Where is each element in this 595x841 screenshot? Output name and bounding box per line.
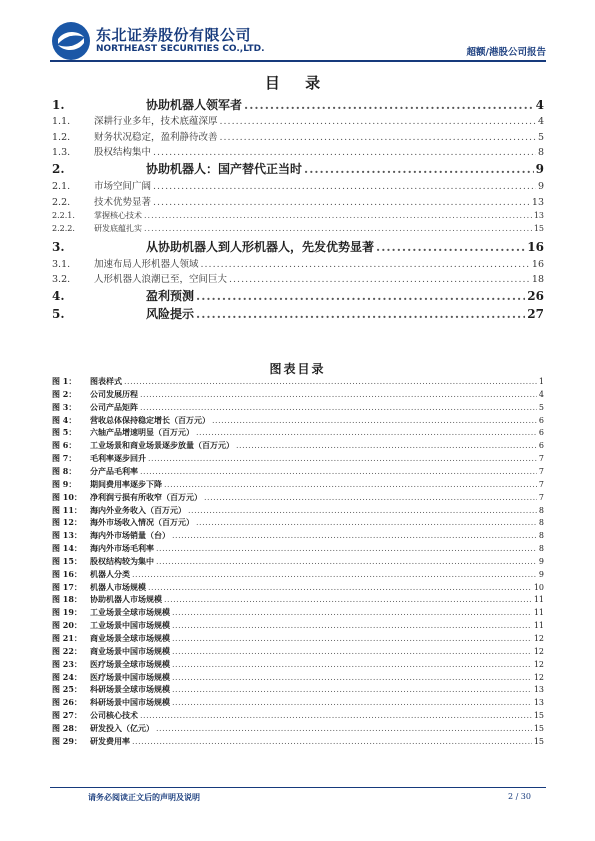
figure-entry-text: 股权结构较为集中 [90, 555, 154, 566]
toc-entry-page: 16 [527, 240, 544, 254]
figure-entry-text: 商业场景全球市场规模 [90, 633, 170, 643]
figure-entry-page: 12 [533, 672, 544, 682]
figure-entry-text: 期间费用率逐步下降 [90, 478, 162, 489]
figure-entry-number: 图 14： [52, 543, 82, 554]
leader-dots [196, 518, 537, 527]
leader-dots [156, 557, 537, 566]
figure-entry-text: 净利润亏损有所收窄（百万元） [90, 491, 202, 502]
leader-dots [144, 224, 532, 233]
figure-entry-text: 工业场景中国市场规模 [90, 620, 170, 631]
toc-entry[interactable] [52, 129, 544, 143]
toc-entry-text: 掌握核心技术 [94, 211, 142, 220]
toc-entry[interactable] [52, 271, 544, 285]
figure-entry-number: 图 1： [52, 376, 77, 386]
figure-entry-page: 15 [533, 736, 544, 746]
leader-dots [153, 181, 536, 192]
figure-entry-page: 5 [538, 402, 544, 412]
leader-dots [220, 132, 536, 143]
figure-entry-number: 图 8： [52, 465, 77, 476]
toc-entry-text: 股权结构集中 [94, 147, 152, 158]
toc-entry-number: 1.1. [52, 116, 71, 127]
figure-entry-page: 13 [533, 698, 544, 708]
company-name-cn: 东北证券股份有限公司 [96, 26, 252, 44]
figure-entry-number: 图 6： [52, 440, 77, 451]
toc-entry-number: 1.2. [52, 132, 71, 143]
figure-entry-page: 8 [538, 544, 544, 554]
figure-entry-number: 图 12： [52, 517, 82, 528]
figure-entry-number: 图 11： [52, 504, 82, 515]
figure-entry[interactable] [52, 710, 544, 721]
figure-entry-page: 9 [538, 556, 544, 566]
figure-entry-page: 12 [533, 659, 544, 669]
leader-dots [153, 197, 530, 208]
figure-entry-page: 4 [538, 389, 544, 399]
figure-entry[interactable] [52, 582, 544, 593]
leader-dots [236, 441, 537, 450]
figure-entry-page: 13 [533, 685, 544, 695]
figure-entry[interactable] [52, 492, 544, 503]
figure-entry-page: 6 [538, 415, 544, 425]
leader-dots [156, 724, 532, 733]
figure-entry-text: 研发费用率 [90, 735, 130, 746]
figure-entry-text: 商业场景中国市场规模 [90, 645, 170, 656]
company-name-en: NORTHEAST SECURITIES CO.,LTD. [96, 44, 265, 54]
leader-dots [204, 493, 537, 502]
toc-entry-number: 2.2.2. [52, 224, 75, 233]
toc-entry-number: 3.1. [52, 259, 71, 270]
leader-dots [196, 428, 537, 437]
toc-entry-number: 2.2. [52, 197, 71, 208]
toc-entry[interactable] [52, 160, 544, 174]
figure-entry-page: 10 [533, 582, 544, 592]
toc-entry-number: 3. [52, 240, 65, 254]
toc-entry-text: 市场空间广阔 [94, 181, 152, 192]
figure-entry[interactable] [52, 479, 544, 490]
figure-entry-page: 8 [538, 518, 544, 528]
figure-entry-number: 图 28： [52, 722, 82, 733]
leader-dots [153, 147, 536, 158]
toc-entry-text: 人形机器人浪潮已至，空间巨大 [94, 274, 228, 285]
figure-entry-text: 协助机器人市场规模 [90, 594, 162, 605]
figure-entry[interactable] [52, 684, 544, 695]
figure-entry-text: 公司发展历程 [90, 388, 138, 399]
figure-entry[interactable] [52, 505, 544, 516]
toc-entry[interactable] [52, 194, 544, 208]
figure-entry-number: 图 24： [52, 671, 82, 682]
figure-entry[interactable] [52, 530, 544, 541]
leader-dots [172, 647, 532, 656]
toc-entry[interactable] [52, 96, 544, 110]
leader-dots [172, 685, 532, 694]
figure-entry[interactable] [52, 556, 544, 567]
figure-entry-number: 图 9： [52, 478, 77, 489]
leader-dots [172, 634, 532, 643]
figure-entry-text: 工业场景和商业场景逐步放量（百万元） [90, 440, 234, 451]
toc-entry[interactable] [52, 223, 544, 237]
toc-entry-text: 技术优势显著 [94, 197, 152, 208]
leader-dots [164, 595, 532, 604]
toc-entry-number: 2.1. [52, 181, 71, 192]
figure-entry-page: 6 [538, 428, 544, 438]
figure-entry-page: 12 [533, 646, 544, 656]
figure-entry-number: 图 2： [52, 388, 77, 399]
figure-entry-page: 9 [538, 569, 544, 579]
leader-dots [148, 454, 537, 463]
figure-entry-text: 医疗场景全球市场规模 [90, 658, 170, 669]
leader-dots [196, 289, 525, 303]
figure-entry-number: 图 13： [52, 530, 82, 541]
toc-entry[interactable] [52, 210, 544, 224]
figure-entry[interactable] [52, 646, 544, 657]
figure-entry-number: 图 10： [52, 491, 82, 502]
header-divider [50, 60, 546, 62]
figure-entry-number: 图 7： [52, 453, 77, 464]
figure-list-title: 图表目录 [269, 362, 326, 376]
figure-entry-number: 图 4： [52, 414, 77, 425]
figure-entry-page: 7 [538, 479, 544, 489]
figure-entry[interactable] [52, 466, 544, 477]
toc-entry-page: 13 [531, 197, 544, 208]
figure-entry-number: 图 21： [52, 633, 82, 643]
leader-dots [172, 698, 532, 707]
toc-entry-number: 3.2. [52, 274, 71, 285]
leader-dots [212, 416, 537, 425]
figure-entry-text: 营收总体保持稳定增长（百万元） [90, 414, 210, 425]
toc-entry-page: 8 [537, 147, 544, 158]
figure-entry-text: 毛利率逐步回升 [90, 453, 146, 464]
leader-dots [304, 162, 534, 176]
leader-dots [172, 621, 532, 630]
figure-entry-text: 科研场景中国市场规模 [90, 697, 170, 708]
toc-entry-number: 1. [52, 98, 65, 112]
figure-entry[interactable] [52, 543, 544, 554]
figure-entry-text: 公司核心技术 [90, 710, 138, 721]
figure-entry[interactable] [52, 607, 544, 618]
toc-entry[interactable] [52, 238, 544, 252]
figure-entry-number: 图 26： [52, 697, 82, 708]
figure-entry[interactable] [52, 427, 544, 438]
figure-entry-number: 图 22： [52, 645, 82, 656]
figure-entry-text: 公司产品矩阵 [90, 401, 138, 412]
leader-dots [220, 116, 536, 127]
figure-entry[interactable] [52, 672, 544, 683]
leader-dots [172, 673, 532, 682]
figure-entry-text: 图表样式 [90, 376, 122, 386]
figure-entry[interactable] [52, 453, 544, 464]
figure-entry[interactable] [52, 440, 544, 451]
leader-dots [244, 98, 534, 112]
toc-entry-page: 26 [527, 289, 544, 303]
figure-entry-text: 工业场景全球市场规模 [90, 607, 170, 618]
toc-entry-text: 深耕行业多年，技术底蕴深厚 [94, 116, 218, 127]
leader-dots [140, 390, 537, 399]
leader-dots [124, 377, 537, 386]
leader-dots [172, 531, 537, 540]
figure-entry-number: 图 25： [52, 684, 82, 695]
leader-dots [140, 403, 537, 412]
figure-entry-number: 图 18： [52, 594, 82, 605]
leader-dots [172, 608, 532, 617]
disclaimer-note: 请务必阅读正文后的声明及说明 [88, 792, 200, 802]
figure-entry-number: 图 5： [52, 427, 77, 438]
toc-entry-text: 研发底蕴扎实 [94, 224, 142, 233]
toc-entry-text: 财务状况稳定，盈利静待改善 [94, 132, 218, 143]
figure-entry-text: 海外市场收入情况（百万元） [90, 517, 194, 528]
toc-entry-text: 协助机器人领军者 [146, 98, 243, 112]
figure-entry[interactable] [52, 697, 544, 708]
footer-divider [50, 787, 546, 788]
figure-entry[interactable] [52, 569, 544, 580]
toc-entry[interactable] [52, 178, 544, 192]
toc-entry-number: 4. [52, 289, 65, 303]
toc-entry-number: 2.2.1. [52, 211, 75, 220]
leader-dots [132, 570, 537, 579]
toc-entry-page: 5 [537, 132, 544, 143]
figure-entry-number: 图 20： [52, 620, 82, 631]
leader-dots [229, 274, 530, 285]
toc-entry-page: 4 [537, 116, 544, 127]
figure-entry-number: 图 19： [52, 607, 82, 618]
figure-entry-page: 12 [533, 634, 544, 643]
figure-entry-text: 分产品毛利率 [90, 465, 138, 476]
toc-entry-text: 盈利预测 [146, 289, 195, 303]
toc-entry-page: 16 [531, 259, 544, 270]
toc-entry[interactable] [52, 144, 544, 158]
leader-dots [132, 737, 532, 746]
figure-entry[interactable] [52, 736, 544, 747]
leader-dots [144, 211, 532, 220]
toc-entry-page: 18 [531, 274, 544, 285]
figure-entry[interactable] [52, 389, 544, 400]
toc-entry-text: 从协助机器人到人形机器人，先发优势显著 [146, 240, 375, 254]
leader-dots [164, 480, 537, 489]
figure-entry-number: 图 15： [52, 555, 82, 566]
toc-entry-number: 5. [52, 307, 65, 321]
leader-dots [140, 467, 537, 476]
toc-entry-number: 1.3. [52, 147, 71, 158]
figure-entry[interactable] [52, 659, 544, 670]
toc-entry-page: 4 [535, 98, 544, 112]
figure-entry[interactable] [52, 620, 544, 631]
figure-entry-text: 研发投入（亿元） [90, 722, 154, 733]
leader-dots [201, 259, 530, 270]
figure-entry[interactable] [52, 376, 544, 387]
toc-entry-page: 15 [533, 224, 544, 233]
toc-entry-text: 加速布局人形机器人领域 [94, 259, 199, 270]
toc-entry[interactable] [52, 305, 544, 319]
figure-entry-number: 图 29： [52, 735, 82, 746]
toc-entry-text: 协助机器人：国产替代正当时 [146, 162, 303, 176]
company-logo-icon [50, 20, 92, 62]
leader-dots [376, 240, 525, 254]
toc-title: 目 录 [264, 74, 331, 92]
figure-entry-page: 7 [538, 454, 544, 464]
figure-entry-number: 图 16： [52, 568, 82, 579]
leader-dots [196, 307, 525, 321]
figure-entry-page: 8 [538, 531, 544, 541]
toc-entry[interactable] [52, 256, 544, 270]
page-number: 2 / 30 [507, 792, 531, 801]
leader-dots [156, 544, 537, 553]
report-type-tag: 超额/港股公司报告 [466, 47, 546, 58]
figure-entry-page: 1 [538, 377, 544, 386]
figure-entry-page: 11 [533, 608, 544, 618]
figure-entry-text: 海内外业务收入（百万元） [90, 504, 186, 515]
toc-entry-number: 2. [52, 162, 65, 176]
toc-entry[interactable] [52, 287, 544, 301]
figure-entry-page: 7 [538, 466, 544, 476]
leader-dots [188, 506, 537, 515]
figure-entry-number: 图 23： [52, 658, 82, 669]
figure-entry-number: 图 27： [52, 710, 82, 721]
figure-entry[interactable] [52, 723, 544, 734]
figure-entry[interactable] [52, 402, 544, 413]
toc-entry-page: 9 [537, 181, 544, 192]
figure-entry-text: 医疗场景中国市场规模 [90, 671, 170, 682]
figure-entry-number: 图 3： [52, 401, 77, 412]
figure-entry-page: 6 [538, 441, 544, 451]
figure-entry-page: 8 [538, 505, 544, 515]
figure-entry[interactable] [52, 594, 544, 605]
figure-entry-text: 海内外市场销量（台） [90, 530, 170, 541]
figure-entry[interactable] [52, 415, 544, 426]
toc-entry-page: 9 [535, 162, 544, 176]
figure-entry-text: 机器人分类 [90, 568, 130, 579]
figure-entry-page: 7 [538, 492, 544, 502]
figure-entry-text: 六轴产品增速明显（百万元） [90, 427, 194, 438]
toc-entry-page: 13 [533, 211, 544, 220]
leader-dots [172, 660, 532, 669]
leader-dots [140, 711, 532, 720]
figure-entry-page: 15 [533, 723, 544, 733]
figure-entry[interactable] [52, 517, 544, 528]
toc-entry[interactable] [52, 113, 544, 127]
figure-entry-page: 11 [533, 595, 544, 605]
toc-entry-text: 风险提示 [146, 307, 195, 321]
toc-entry-page: 27 [527, 307, 544, 321]
figure-entry-page: 15 [533, 711, 544, 721]
leader-dots [148, 583, 532, 592]
figure-entry-page: 11 [533, 621, 544, 631]
figure-entry-text: 科研场景全球市场规模 [90, 684, 170, 695]
figure-entry-text: 机器人市场规模 [90, 581, 146, 592]
figure-entry-number: 图 17： [52, 581, 82, 592]
figure-entry-text: 海内外市场毛利率 [90, 543, 154, 554]
figure-entry[interactable] [52, 633, 544, 644]
